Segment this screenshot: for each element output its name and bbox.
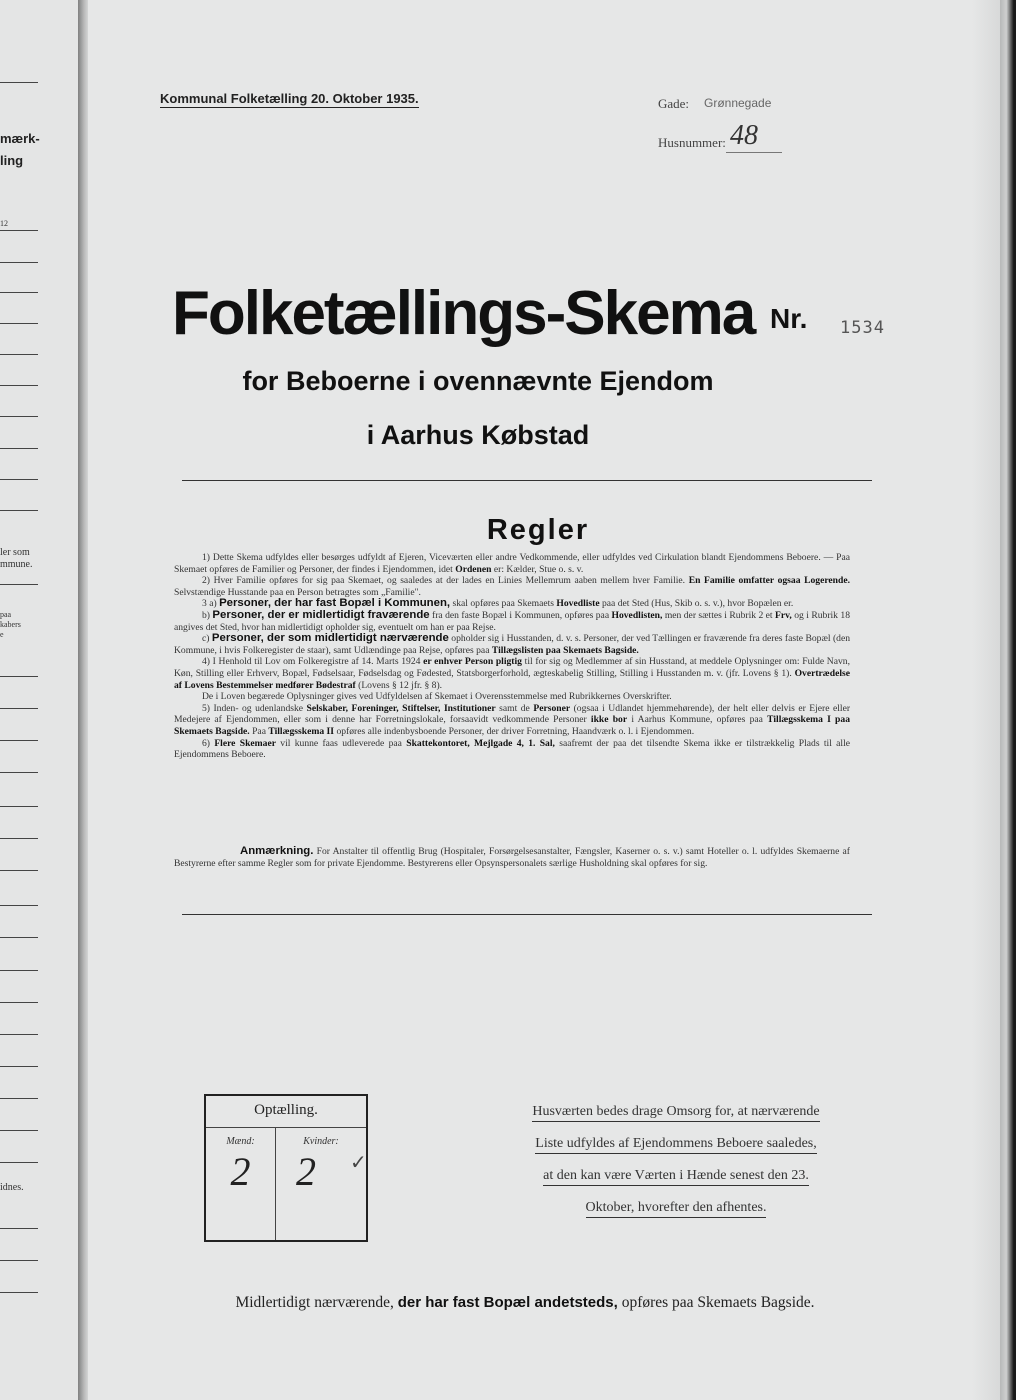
rule-4-continued: De i Loven begærede Oplysninger gives ved Udfyldelsen af Skemaet i Overensstemmelse med Rubrikkernes Overskrifter. [202, 691, 672, 703]
count-title: Optælling. [254, 1102, 318, 1118]
left-page-edge [0, 0, 78, 1400]
left-page-fragment: kabers [0, 620, 21, 629]
rule-6: 6) Flere Skemaer vil kunne faas udleverede paa Skattekontoret, Mejlgade 4, 1. Sal, saafremt der paa det tilsendte Skema ikke er tilstrækkelig Plads til alle Ejendommens Beboere. [174, 737, 851, 761]
census-header: Kommunal Folketælling 20. Oktober 1935. [160, 91, 419, 106]
left-page-fragment: paa [0, 610, 12, 619]
house-number-underline [726, 152, 782, 153]
divider [182, 480, 872, 481]
check-mark-icon: ✓ [350, 1152, 367, 1174]
footer-note: Midlertidigt nærværende, der har fast Bopæl andetsteds, opføres paa Skemaets Bagside. [235, 1294, 815, 1311]
remark-label: Anmærkning. [240, 845, 314, 857]
right-page-edge [1000, 0, 1016, 1400]
rule-5: 5) Inden- og udenlandske Selskaber, Foreninger, Stiftelser, Institutioner samt de Personer (ogsaa i Udlandet hjemmehørende), der helt eller delvis er Ejere eller Medejere af Ejendommen, eller som i denne har Forretningslokale, forsaavidt vedkommende Personer ikke bor i Aarhus Kommune, opføres paa Tillægsskema I paa Skemaets Bagside. Paa Tillægsskema II opføres alle indenbysboende Personer, der driver Forretning, Haandværk o. l. i Ejendommen. [174, 702, 851, 737]
men-count: 2 [230, 1149, 251, 1194]
remark-text: For Anstalter til offentlig Brug (Hospitaler, Forsørgelsesanstalter, Fængsler, Kaserner o. s. v.) samt Hoteller o. l. udfyldes Skemaerne af Bestyrerne efter samme Regler som for private Ejendomme. Bestyrerens eller Opsynspersonalets særlige Husholdning skal opføres for sig. [174, 846, 850, 869]
form-nr-label: Nr. [770, 303, 808, 334]
rule-3b: b) Personer, der er midlertidigt fraværende fra den faste Bopæl i Kommunen, opføres paa Hovedlisten, men der sættes i Rubrik 2 et Frv, og i Rubrik 18 angives det Sted, hvor han midlertidigt opholder sig, eventuelt om han er paa Rejse. [174, 608, 850, 633]
count-box [204, 1094, 368, 1242]
rule-3a: 3 a) Personer, der har fast Bopæl i Kommunen, skal opføres paa Skemaets Hovedliste paa det Sted (Hus, Skib o. s. v.), hvor Bopælen er. [202, 597, 794, 610]
rule-2: 2) Hver Familie opføres for sig paa Skemaet, og saaledes at der lades en Linies Mellemrum aaben mellem hver Familie. En Familie omfatter ogsaa Logerende. Selvstændige Husstande paa en Person betragtes som „Familie". [174, 575, 851, 598]
house-number-value: 48 [730, 120, 758, 151]
left-page-fragment: e [0, 630, 4, 639]
divider [182, 914, 872, 915]
landlord-instructions [506, 1102, 846, 1226]
left-page-fragment: idnes. [0, 1182, 24, 1193]
form-number-stamp: 1534 [840, 318, 885, 338]
count-divider [206, 1127, 366, 1128]
census-form-page [88, 0, 1000, 1400]
women-label: Kvinder: [303, 1136, 339, 1147]
men-label: Mænd: [226, 1136, 255, 1147]
women-count: 2 [296, 1149, 316, 1194]
landlord-line: Liste udfyldes af Ejendommens Beboere saaledes, [535, 1136, 816, 1154]
right-page-strip [972, 0, 1000, 1400]
book-gutter [78, 0, 88, 1400]
form-title: Folketællings-Skema [172, 279, 755, 348]
rules-heading: Regler [486, 514, 590, 546]
street-value: Grønnegade [704, 96, 772, 110]
left-page-fragment: mærk- [0, 131, 40, 146]
landlord-line: Oktober, hvorefter den afhentes. [586, 1200, 767, 1218]
form-subtitle: for Beboerne i ovennævnte Ejendom [242, 366, 714, 396]
form-subtitle-city: i Aarhus Købstad [366, 420, 590, 450]
remark-note [174, 846, 850, 869]
left-page-fragment: 12 [0, 219, 8, 228]
rules-list [174, 552, 850, 761]
left-page-fragment: ling [0, 153, 24, 168]
landlord-line: Husværten bedes drage Omsorg for, at nærværende [532, 1104, 819, 1122]
rule-1: 1) Dette Skema udfyldes eller besørges udfyldt af Ejeren, Viceværten eller andre Vedkommende, eller udfyldes ved Cirkulation blandt Ejendommens Beboere. — Paa Skemaet opføres de Familier og Personer, der findes i Ejendommen, idet Ordenen er: Kælder, Stue o. s. v. [174, 552, 850, 575]
landlord-line: at den kan være Værten i Hænde senest den 23. [543, 1168, 809, 1186]
street-label: Gade: [658, 96, 690, 111]
left-page-fragment: ler som [0, 547, 30, 558]
house-number-label: Husnummer: [658, 135, 726, 150]
left-page-fragment: mmune. [0, 559, 33, 570]
rule-4: 4) I Henhold til Lov om Folkeregistre af 14. Marts 1924 er enhver Person pligtig til for sig og Medlemmer af sin Husstand, at meddele Oplysninger om: Fulde Navn, Køn, Stilling eller Erhverv, Bopæl, Fødselsaar, Fødselsdag og Fødested, Statsborgerforhold, ægteskabelig Stilling, Stilling i Husstanden m. v. (jfr. Lovens § 1). Overtrædelse af Lovens Bestemmelser medfører Bødestraf (Lovens § 12 jfr. § 8). [174, 656, 850, 691]
rule-3c: c) Personer, der som midlertidigt nærværende opholder sig i Husstanden, d. v. s. Personer, der ved Tællingen er fraværende fra deres faste Bopæl (den Kommune, i hvis Folkeregister de staar), samt Udlændinge paa Rejse, opføres paa Tillægslisten paa Skemaets Bagside. [174, 632, 851, 656]
